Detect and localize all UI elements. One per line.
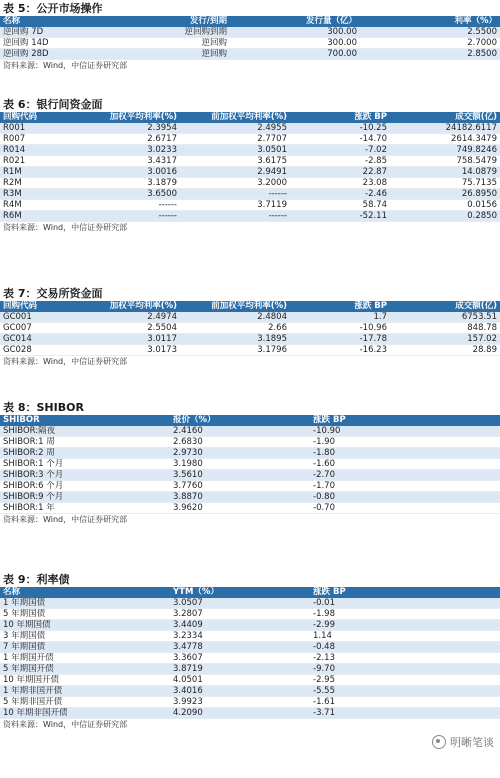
table-row [0,27,500,38]
table-cell: -7.02 [290,145,390,156]
table-cell: 5 年期非国开债 [0,697,170,708]
table-8-source: 资料来源：Wind，中信证券研究部 [3,515,128,524]
table-cell: R014 [0,145,70,156]
table-cell: -2.95 [310,675,500,686]
table-cell: 3.1879 [70,178,180,189]
table-cell: SHIBOR:9 个月 [0,492,170,503]
column-header: 涨跌 BP [310,415,500,426]
table-cell: 848.78 [390,323,500,334]
column-header: 报价（%） [170,415,310,426]
table-cell: SHIBOR:隔夜 [0,426,170,437]
table-cell: 3.3607 [170,653,310,664]
table-cell: 28.89 [390,345,500,356]
table-cell: R2M [0,178,70,189]
table-cell: SHIBOR:1 周 [0,437,170,448]
table-cell: 10 年期非国开债 [0,708,170,719]
table-cell: 4.0501 [170,675,310,686]
table-cell: 5 年期国开债 [0,664,170,675]
table-6-section [0,98,500,233]
table-cell: 逆回购 7D [0,27,120,38]
column-header: YTM（%） [170,587,310,598]
table-cell: -2.99 [310,620,500,631]
table-row [0,708,500,719]
table-cell: 2.9491 [180,167,290,178]
table-cell: -16.23 [290,345,390,356]
table-cell: -1.61 [310,697,500,708]
table-cell: 7 年期国债 [0,642,170,653]
table-7-title: 表 7：交易所资金面 [3,287,103,300]
table-cell: -0.48 [310,642,500,653]
column-header: 回购代码 [0,301,70,312]
table-cell: -14.70 [290,134,390,145]
table-cell: 3.4317 [70,156,180,167]
table-cell: 2.3954 [70,123,180,134]
table-8-section [0,401,500,525]
table-cell: 300.00 [230,38,360,49]
table-row [0,426,500,437]
column-header: 发行量（亿） [230,16,360,27]
watermark [432,734,494,750]
table-5-section [0,2,500,71]
table-cell: -3.71 [310,708,500,719]
table-cell: -2.70 [310,470,500,481]
rate-bond-table [0,587,500,719]
table-cell: 1 年期非国开债 [0,686,170,697]
table-cell: 749.8246 [390,145,500,156]
column-header: 涨跌 BP [290,112,390,123]
table-row [0,470,500,481]
column-header: 名称 [0,16,120,27]
table-row [0,492,500,503]
table-cell: 3.0016 [70,167,180,178]
table-cell: 300.00 [230,27,360,38]
table-cell: 3.5610 [170,470,310,481]
table-cell: 3.1895 [180,334,290,345]
table-cell: -2.85 [290,156,390,167]
table-cell: ------ [180,211,290,222]
table-cell: 2.4955 [180,123,290,134]
table-row [0,178,500,189]
table-row [0,323,500,334]
column-header: 加权平均利率(%) [70,301,180,312]
table-cell: -0.01 [310,598,500,609]
table-row [0,448,500,459]
table-row [0,211,500,222]
table-cell: 逆回购 [120,38,230,49]
table-cell: 3.7760 [170,481,310,492]
table-cell: 14.0879 [390,167,500,178]
column-header: 成交额(亿) [390,301,500,312]
table-cell: -2.13 [310,653,500,664]
table-cell: -9.70 [310,664,500,675]
table-cell: 2.9730 [170,448,310,459]
table-row [0,134,500,145]
column-header: 成交额(亿) [390,112,500,123]
table-row [0,345,500,356]
table-cell: 0.0156 [390,200,500,211]
table-cell: 2.6717 [70,134,180,145]
table-6-title: 表 6：银行间资金面 [3,98,103,111]
table-row [0,697,500,708]
table-cell: 75.7135 [390,178,500,189]
table-cell: 700.00 [230,49,360,60]
table-cell: 3.2000 [180,178,290,189]
table-row [0,156,500,167]
interbank-funds-table [0,112,500,222]
column-header: 利率（%） [360,16,500,27]
table-cell: 3.1980 [170,459,310,470]
table-cell: R007 [0,134,70,145]
table-cell: 1 年期国开债 [0,653,170,664]
table-cell: 10 年期国开债 [0,675,170,686]
table-cell: 2.66 [180,323,290,334]
column-header: 前加权平均利率(%) [180,301,290,312]
column-header: 涨跌 BP [310,587,500,598]
table-cell: 3.0233 [70,145,180,156]
table-cell: 3 年期国债 [0,631,170,642]
table-6-source: 资料来源：Wind，中信证券研究部 [3,223,128,232]
table-cell: 3.0501 [180,145,290,156]
table-7-section [0,287,500,367]
table-cell: 3.0173 [70,345,180,356]
table-cell: R021 [0,156,70,167]
table-cell: 逆回购 28D [0,49,120,60]
table-cell: 3.0117 [70,334,180,345]
table-9-title: 表 9：利率债 [3,573,70,586]
table-row [0,664,500,675]
table-cell: 157.02 [390,334,500,345]
table-cell: 23.08 [290,178,390,189]
wechat-account-icon [432,735,446,749]
table-cell: 3.4778 [170,642,310,653]
table-cell: -10.96 [290,323,390,334]
table-7-source: 资料来源：Wind，中信证券研究部 [3,357,128,366]
watermark-text: 明晰笔谈 [450,736,494,749]
table-9-section [0,573,500,730]
table-row [0,642,500,653]
table-cell: SHIBOR:2 周 [0,448,170,459]
table-cell: 3.7119 [180,200,290,211]
table-cell: R4M [0,200,70,211]
table-cell: ------ [70,200,180,211]
table-cell: -1.70 [310,481,500,492]
table-cell: -10.25 [290,123,390,134]
table-9-source: 资料来源：Wind，中信证券研究部 [3,720,128,729]
table-row [0,631,500,642]
table-cell: 2.8500 [360,49,500,60]
table-cell: 1 年期国债 [0,598,170,609]
table-cell: 3.9620 [170,503,310,514]
table-row [0,620,500,631]
shibor-table [0,415,500,514]
table-cell: 758.5479 [390,156,500,167]
table-row [0,481,500,492]
table-cell: -52.11 [290,211,390,222]
open-market-table [0,16,500,60]
table-cell: -1.98 [310,609,500,620]
table-cell: 2.6830 [170,437,310,448]
table-cell: -5.55 [310,686,500,697]
table-row [0,145,500,156]
table-cell: ------ [180,189,290,200]
table-cell: SHIBOR:6 个月 [0,481,170,492]
table-row [0,123,500,134]
table-cell: -1.80 [310,448,500,459]
table-cell: 2.5504 [70,323,180,334]
table-cell: 4.2090 [170,708,310,719]
table-cell: -1.60 [310,459,500,470]
table-cell: 逆回购 [120,49,230,60]
column-header: 涨跌 BP [290,301,390,312]
table-cell: 26.8950 [390,189,500,200]
table-cell: 24182.6117 [390,123,500,134]
table-row [0,49,500,60]
exchange-funds-table [0,301,500,356]
table-cell: 逆回购 14D [0,38,120,49]
table-cell: 6753.51 [390,312,500,323]
table-5-title: 表 5：公开市场操作 [3,2,103,15]
table-cell: -2.46 [290,189,390,200]
table-cell: GC028 [0,345,70,356]
table-row [0,437,500,448]
column-header: 名称 [0,587,170,598]
table-cell: R1M [0,167,70,178]
table-cell: GC001 [0,312,70,323]
table-row [0,503,500,514]
table-cell: 3.4409 [170,620,310,631]
table-cell: GC014 [0,334,70,345]
table-cell: 1.14 [310,631,500,642]
table-cell: 2614.3479 [390,134,500,145]
table-row [0,653,500,664]
table-cell: 3.0507 [170,598,310,609]
table-cell: R6M [0,211,70,222]
table-8-title: 表 8：SHIBOR [3,401,84,414]
table-cell: 1.7 [290,312,390,323]
table-cell: 10 年期国债 [0,620,170,631]
table-cell: 3.6500 [70,189,180,200]
table-cell: SHIBOR:3 个月 [0,470,170,481]
table-cell: R3M [0,189,70,200]
column-header: 加权平均利率(%) [70,112,180,123]
table-row [0,609,500,620]
table-cell: 2.7000 [360,38,500,49]
table-cell: GC007 [0,323,70,334]
table-cell: 3.6175 [180,156,290,167]
table-row [0,334,500,345]
table-5-source: 资料来源：Wind，中信证券研究部 [3,61,128,70]
table-cell: 3.4016 [170,686,310,697]
table-row [0,189,500,200]
table-cell: 3.2807 [170,609,310,620]
table-cell: 0.2850 [390,211,500,222]
table-cell: R001 [0,123,70,134]
table-cell: 2.4160 [170,426,310,437]
table-cell: 2.4974 [70,312,180,323]
table-cell: -1.90 [310,437,500,448]
table-row [0,686,500,697]
table-cell: 2.4804 [180,312,290,323]
table-cell: -0.70 [310,503,500,514]
table-row [0,598,500,609]
column-header: 发行/到期 [120,16,230,27]
table-row [0,38,500,49]
table-cell: ------ [70,211,180,222]
column-header: 回购代码 [0,112,70,123]
table-cell: 3.1796 [180,345,290,356]
table-cell: 3.2334 [170,631,310,642]
column-header: 前加权平均利率(%) [180,112,290,123]
table-cell: -17.78 [290,334,390,345]
table-row [0,459,500,470]
table-row [0,200,500,211]
table-cell: 2.7707 [180,134,290,145]
table-cell: 逆回购到期 [120,27,230,38]
table-row [0,167,500,178]
table-cell: SHIBOR:1 个月 [0,459,170,470]
table-row [0,675,500,686]
table-cell: 3.9923 [170,697,310,708]
table-cell: 2.5500 [360,27,500,38]
table-cell: SHIBOR:1 年 [0,503,170,514]
table-cell: 3.8870 [170,492,310,503]
table-row [0,312,500,323]
table-cell: 22.87 [290,167,390,178]
table-cell: -10.90 [310,426,500,437]
column-header: SHIBOR [0,415,170,426]
table-cell: -0.80 [310,492,500,503]
table-cell: 5 年期国债 [0,609,170,620]
table-cell: 58.74 [290,200,390,211]
table-cell: 3.8719 [170,664,310,675]
